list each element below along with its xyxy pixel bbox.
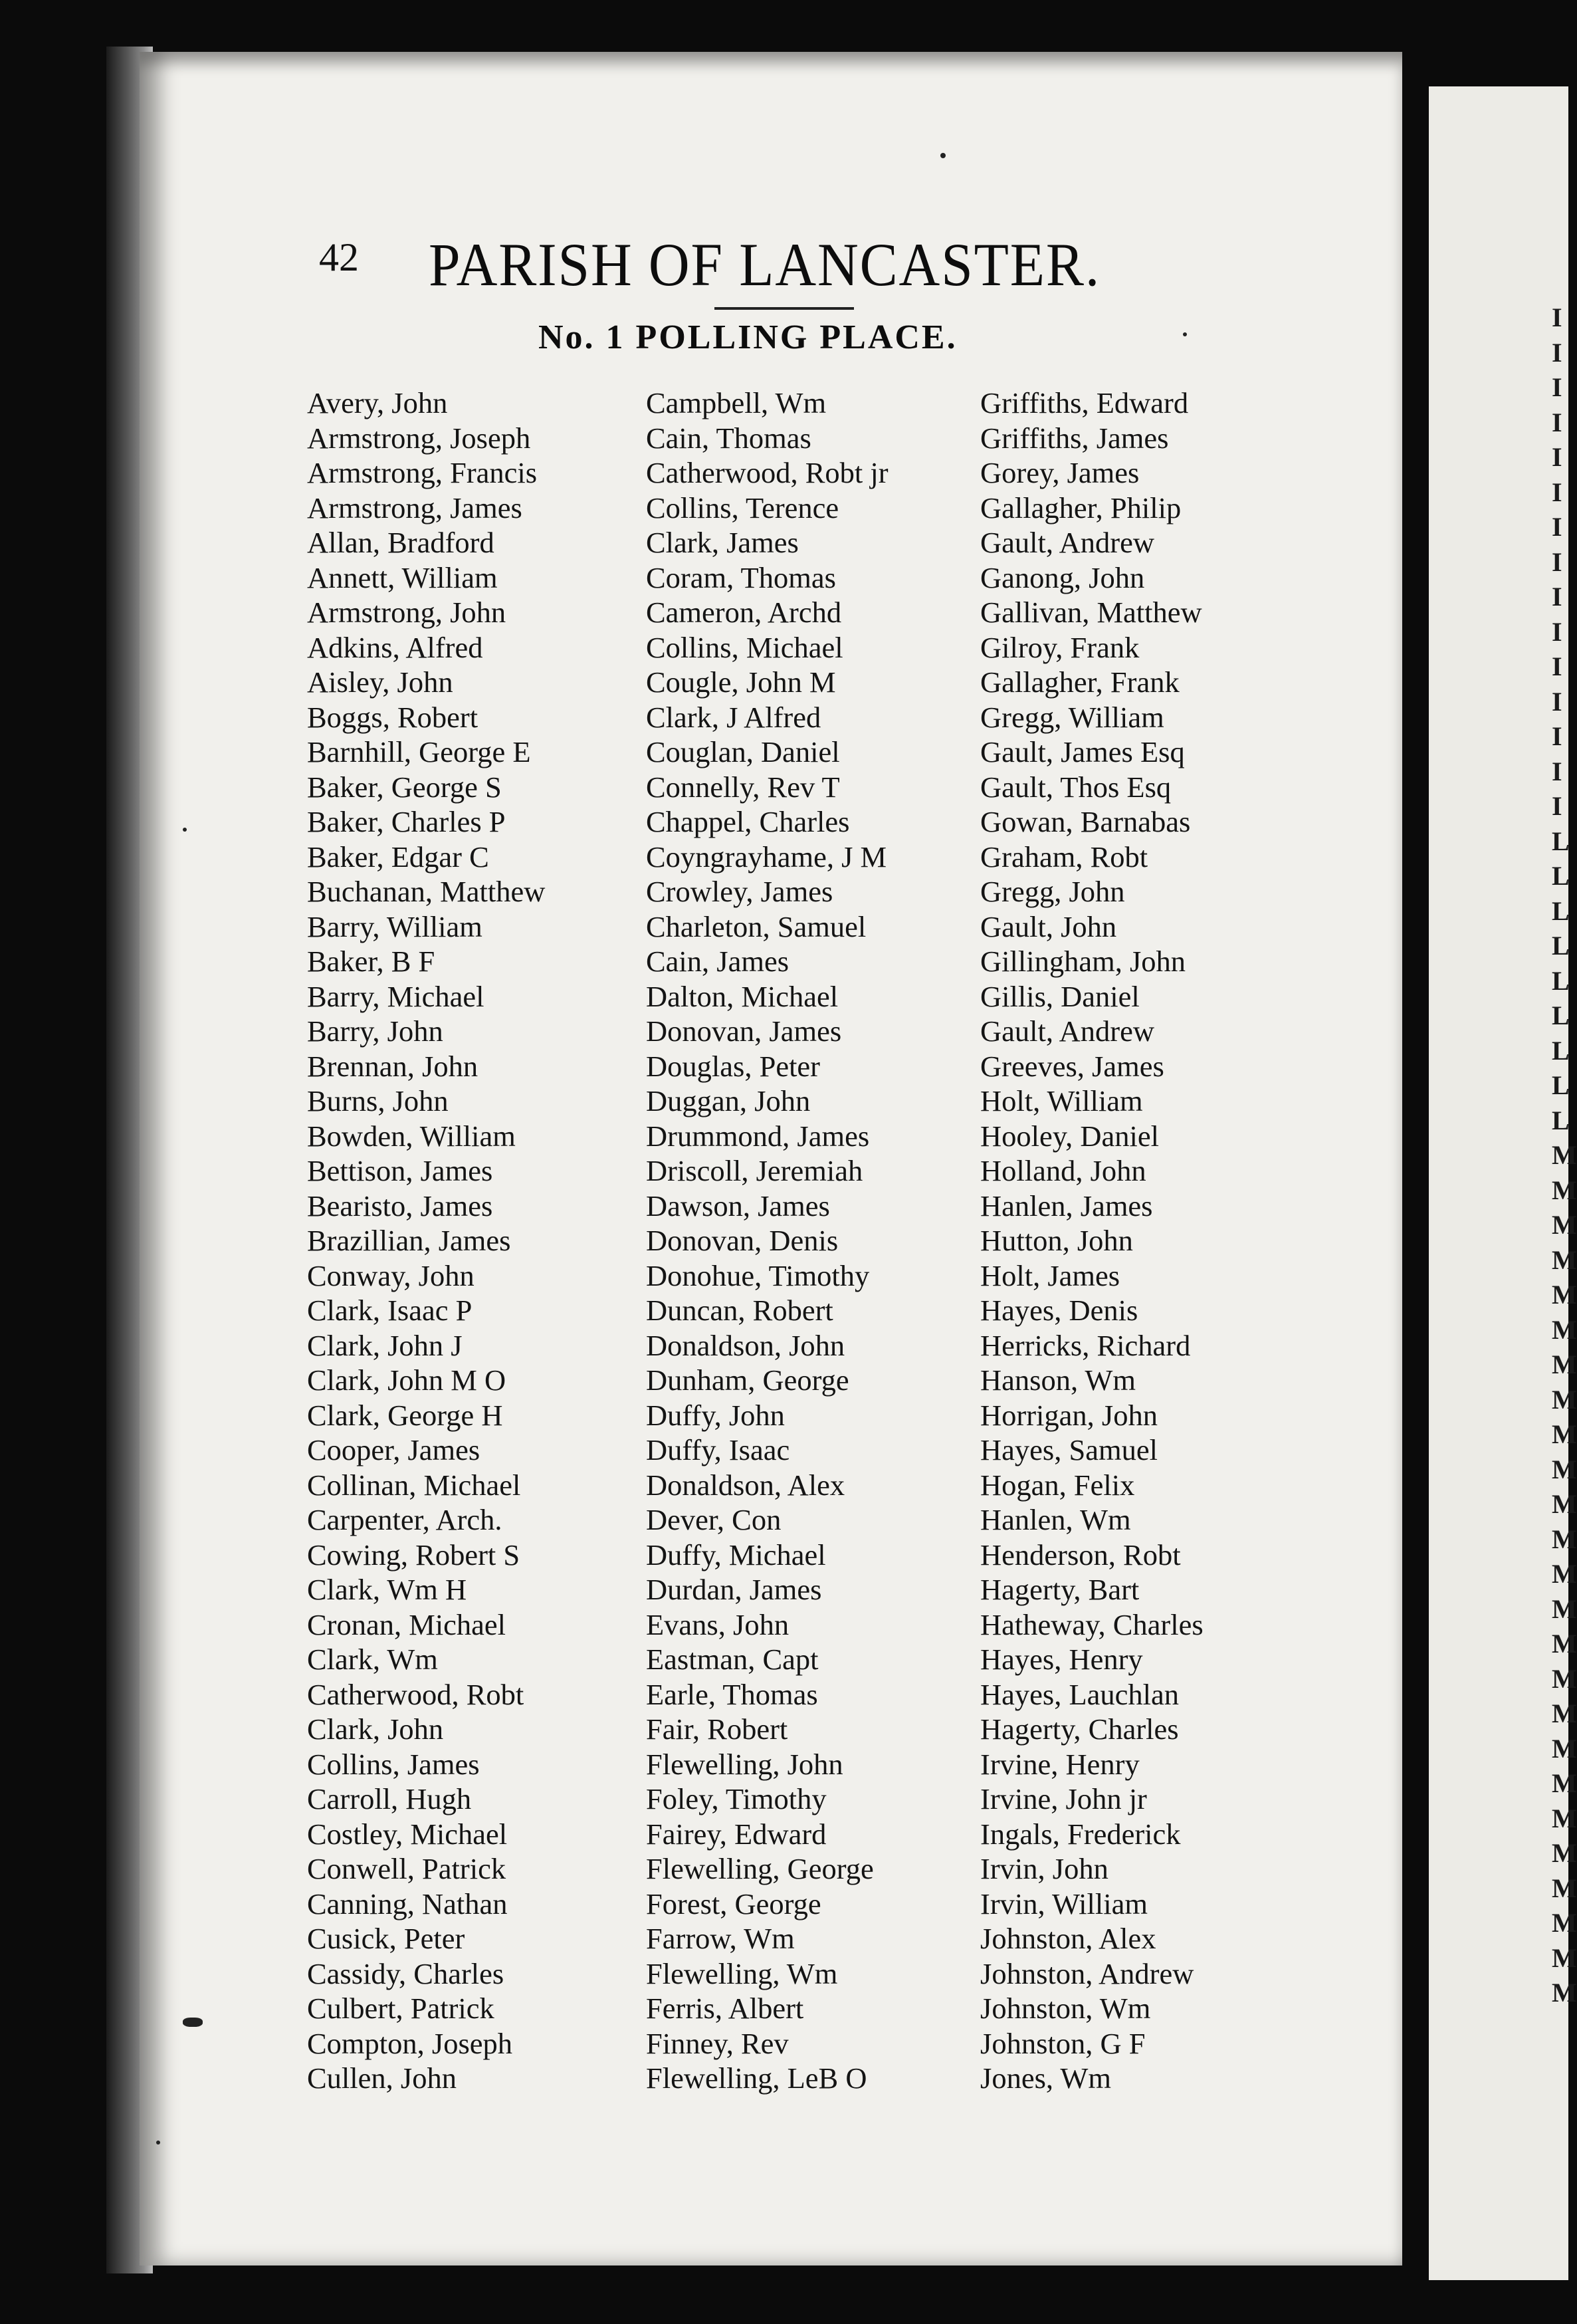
voter-entry: Catherwood, Robt jr xyxy=(646,456,889,489)
voter-entry: Ingals, Frederick xyxy=(980,1817,1181,1851)
voter-entry: Forest, George xyxy=(646,1887,821,1920)
voter-entry: Clark, John J xyxy=(307,1328,463,1362)
voter-entry: Carroll, Hugh xyxy=(307,1782,472,1815)
voter-entry: Barnhill, George E xyxy=(307,735,531,768)
voter-entry: Gorey, James xyxy=(980,456,1140,489)
voter-entry: Driscoll, Jeremiah xyxy=(646,1154,863,1187)
voter-entry: Dalton, Michael xyxy=(646,979,839,1013)
adjacent-page-letter: M xyxy=(1552,1140,1577,1170)
voter-entry: Gallagher, Philip xyxy=(980,491,1182,524)
voter-entry: Armstrong, John xyxy=(307,596,506,629)
page-divider xyxy=(1409,73,1431,2287)
voter-entry: Duncan, Robert xyxy=(646,1294,833,1327)
voter-entry: Hooley, Daniel xyxy=(980,1119,1159,1153)
adjacent-page-letter: I xyxy=(1552,651,1562,681)
voter-entry: Burns, John xyxy=(307,1084,449,1117)
adjacent-page-letter: M xyxy=(1552,1384,1577,1415)
voter-entry: Culbert, Patrick xyxy=(307,1992,494,2025)
adjacent-page-letter: M xyxy=(1552,1280,1577,1310)
voter-entry: Cusick, Peter xyxy=(307,1922,465,1955)
voter-entry: Collins, Terence xyxy=(646,491,839,524)
voter-entry: Dunham, George xyxy=(646,1363,849,1397)
adjacent-page-letter: I xyxy=(1552,372,1562,402)
voter-entry: Hagerty, Bart xyxy=(980,1573,1140,1606)
voter-entry: Hagerty, Charles xyxy=(980,1712,1179,1746)
voter-entry: Chappel, Charles xyxy=(646,805,850,838)
adjacent-page-letter: I xyxy=(1552,582,1562,612)
voter-entry: Cullen, John xyxy=(307,2061,457,2095)
voter-entry: Baker, Edgar C xyxy=(307,840,489,873)
voter-entry: Irvin, William xyxy=(980,1887,1148,1920)
voter-entry: Fairey, Edward xyxy=(646,1817,827,1851)
voter-entry: Horrigan, John xyxy=(980,1398,1158,1432)
voter-entry: Clark, George H xyxy=(307,1398,503,1432)
adjacent-page-letter: L xyxy=(1552,895,1570,926)
voter-entry: Baker, B F xyxy=(307,945,435,978)
voter-entry: Gillingham, John xyxy=(980,945,1186,978)
voter-entry: Duffy, Michael xyxy=(646,1538,826,1571)
voter-entry: Dever, Con xyxy=(646,1503,782,1536)
voter-entry: Aisley, John xyxy=(307,665,453,699)
voter-entry: Catherwood, Robt xyxy=(307,1677,524,1711)
voter-entry: Bettison, James xyxy=(307,1154,493,1187)
voter-entry: Cowing, Robert S xyxy=(307,1538,520,1571)
adjacent-page-letter: M xyxy=(1552,1559,1577,1589)
voter-entry: Coyngrayhame, J M xyxy=(646,840,887,873)
voter-entry: Hayes, Denis xyxy=(980,1294,1138,1327)
voter-entry: Allan, Bradford xyxy=(307,526,494,559)
voter-entry: Adkins, Alfred xyxy=(307,630,483,664)
voter-entry: Gilroy, Frank xyxy=(980,630,1140,664)
voter-entry: Armstrong, Francis xyxy=(307,456,538,489)
paper-speck xyxy=(1183,332,1187,336)
voter-entry: Hanlen, James xyxy=(980,1189,1153,1222)
voter-entry: Cameron, Archd xyxy=(646,596,842,629)
paper-speck xyxy=(156,2141,160,2145)
adjacent-page-letter: M xyxy=(1552,1768,1577,1798)
voter-entry: Cougle, John M xyxy=(646,665,836,699)
voter-entry: Cain, James xyxy=(646,945,789,978)
voter-entry: Greeves, James xyxy=(980,1049,1164,1083)
adjacent-page-letter: L xyxy=(1552,1105,1570,1135)
adjacent-page-letter: I xyxy=(1552,512,1562,542)
voter-entry: Hatheway, Charles xyxy=(980,1607,1204,1641)
voter-entry: Durdan, James xyxy=(646,1573,822,1606)
voter-entry: Dawson, James xyxy=(646,1189,830,1222)
voter-entry: Duffy, Isaac xyxy=(646,1433,790,1466)
voter-entry: Clark, Isaac P xyxy=(307,1294,473,1327)
adjacent-page-edge xyxy=(1429,86,1577,2280)
adjacent-page-letters xyxy=(1552,300,1577,2011)
adjacent-page-letter: L xyxy=(1552,1070,1570,1100)
voter-entry: Bearisto, James xyxy=(307,1189,493,1222)
adjacent-page-letter: M xyxy=(1552,1210,1577,1240)
voter-entry: Irvine, John jr xyxy=(980,1782,1147,1815)
voter-entry: Holt, James xyxy=(980,1258,1120,1292)
voter-entry: Hogan, Felix xyxy=(980,1468,1135,1502)
voter-entry: Evans, John xyxy=(646,1607,789,1641)
voter-entry: Douglas, Peter xyxy=(646,1049,821,1083)
adjacent-page-letter: M xyxy=(1552,1698,1577,1728)
voter-entry: Hutton, John xyxy=(980,1224,1133,1257)
voter-entry: Compton, Joseph xyxy=(307,2026,513,2060)
paper-speck xyxy=(183,2018,203,2027)
voter-entry: Finney, Rev xyxy=(646,2026,789,2060)
adjacent-page-letter: L xyxy=(1552,1000,1570,1030)
paper-speck xyxy=(940,153,946,158)
adjacent-page-letter: M xyxy=(1552,1419,1577,1449)
voter-entry: Avery, John xyxy=(307,386,448,419)
voter-entry: Hanlen, Wm xyxy=(980,1503,1131,1536)
voter-entry: Coram, Thomas xyxy=(646,560,836,594)
voter-entry: Clark, Wm H xyxy=(307,1573,467,1606)
voter-entry: Brazillian, James xyxy=(307,1224,511,1257)
adjacent-page-letter: M xyxy=(1552,1593,1577,1624)
voter-entry: Griffiths, James xyxy=(980,421,1169,455)
page-title: PARISH OF LANCASTER. xyxy=(429,231,1101,298)
title-rule xyxy=(714,307,854,310)
polling-place-subtitle: No. 1 POLLING PLACE. xyxy=(538,318,958,356)
voter-entry: Holland, John xyxy=(980,1154,1146,1187)
voter-entry: Couglan, Daniel xyxy=(646,735,840,768)
voter-entry: Costley, Michael xyxy=(307,1817,508,1851)
voter-entry: Armstrong, Joseph xyxy=(307,421,531,455)
adjacent-page-letter: L xyxy=(1552,1035,1570,1066)
adjacent-page-letter: L xyxy=(1552,861,1570,891)
adjacent-page-letter: L xyxy=(1552,826,1570,856)
adjacent-page-letter: L xyxy=(1552,965,1570,996)
voter-entry: Gallagher, Frank xyxy=(980,665,1180,699)
voter-entry: Johnston, Andrew xyxy=(980,1956,1194,1990)
voter-entry: Clark, J Alfred xyxy=(646,700,821,734)
voter-entry: Farrow, Wm xyxy=(646,1922,795,1955)
voter-entry: Gillis, Daniel xyxy=(980,979,1140,1013)
voter-entry: Donovan, Denis xyxy=(646,1224,839,1257)
voter-entry: Baker, George S xyxy=(307,770,502,804)
adjacent-page-letter: I xyxy=(1552,546,1562,577)
voter-entry: Charleton, Samuel xyxy=(646,909,867,943)
voter-entry: Henderson, Robt xyxy=(980,1538,1181,1571)
voter-entry: Armstrong, James xyxy=(307,491,522,524)
adjacent-page-letter: L xyxy=(1552,931,1570,961)
name-column-3 xyxy=(980,386,1204,2096)
voter-entry: Johnston, Alex xyxy=(980,1922,1156,1955)
voter-entry: Annett, William xyxy=(307,560,498,594)
adjacent-page-letter: M xyxy=(1552,1489,1577,1519)
voter-entry: Clark, James xyxy=(646,526,799,559)
adjacent-page-letter: I xyxy=(1552,302,1562,332)
voter-entry: Flewelling, John xyxy=(646,1747,843,1781)
voter-entry: Flewelling, LeB O xyxy=(646,2061,867,2095)
adjacent-page-letter: M xyxy=(1552,1873,1577,1903)
voter-entry: Hayes, Lauchlan xyxy=(980,1677,1180,1711)
adjacent-page-letter: I xyxy=(1552,616,1562,647)
name-column-1 xyxy=(307,386,545,2096)
voter-entry: Gowan, Barnabas xyxy=(980,805,1191,838)
adjacent-page-letter: I xyxy=(1552,407,1562,437)
adjacent-page-letter: M xyxy=(1552,1838,1577,1868)
page-header xyxy=(312,229,1322,302)
voter-entry: Conwell, Patrick xyxy=(307,1852,506,1885)
page-number: 42 xyxy=(319,235,359,279)
voter-entry: Boggs, Robert xyxy=(307,700,478,734)
voter-entry: Irvin, John xyxy=(980,1852,1108,1885)
voter-entry: Campbell, Wm xyxy=(646,386,827,419)
voter-entry: Gallivan, Matthew xyxy=(980,596,1202,629)
adjacent-page-letter: I xyxy=(1552,686,1562,717)
voter-entry: Donovan, James xyxy=(646,1014,842,1048)
voter-entry: Buchanan, Matthew xyxy=(307,875,546,908)
adjacent-page-letter: I xyxy=(1552,791,1562,821)
voter-entry: Connelly, Rev T xyxy=(646,770,840,804)
voter-entry: Conway, John xyxy=(307,1258,474,1292)
adjacent-page-letter: M xyxy=(1552,1314,1577,1345)
voter-entry: Ferris, Albert xyxy=(646,1992,804,2025)
voter-entry: Gault, James Esq xyxy=(980,735,1185,768)
adjacent-page-letter: M xyxy=(1552,1175,1577,1205)
voter-entry: Flewelling, George xyxy=(646,1852,874,1885)
voter-entry: Duffy, John xyxy=(646,1398,785,1432)
voter-entry: Cain, Thomas xyxy=(646,421,811,455)
voter-entry: Clark, John xyxy=(307,1712,444,1746)
voter-entry: Brennan, John xyxy=(307,1049,478,1083)
voter-entry: Donaldson, Alex xyxy=(646,1468,845,1502)
adjacent-page-letter: I xyxy=(1552,337,1562,368)
voter-entry: Donaldson, John xyxy=(646,1328,845,1362)
voter-entry: Hanson, Wm xyxy=(980,1363,1136,1397)
adjacent-page-letter: M xyxy=(1552,1629,1577,1659)
voter-entry: Jones, Wm xyxy=(980,2061,1111,2095)
voter-entry: Gregg, William xyxy=(980,700,1164,734)
adjacent-page-letter: M xyxy=(1552,1349,1577,1379)
voter-entry: Gault, John xyxy=(980,909,1117,943)
voter-entry: Collins, James xyxy=(307,1747,480,1781)
voter-entry: Johnston, Wm xyxy=(980,1992,1151,2025)
voter-entry: Clark, Wm xyxy=(307,1643,438,1676)
voter-entry: Drummond, James xyxy=(646,1119,870,1153)
voter-entry: Earle, Thomas xyxy=(646,1677,818,1711)
voter-entry: Duggan, John xyxy=(646,1084,811,1117)
voter-entry: Fair, Robert xyxy=(646,1712,788,1746)
voter-entry: Barry, Michael xyxy=(307,979,484,1013)
voter-entry: Cooper, James xyxy=(307,1433,480,1466)
voter-entry: Gault, Thos Esq xyxy=(980,770,1172,804)
voter-entry: Eastman, Capt xyxy=(646,1643,819,1676)
adjacent-page-letter: M xyxy=(1552,1978,1577,2008)
adjacent-page-letter: I xyxy=(1552,721,1562,751)
voter-entry: Herricks, Richard xyxy=(980,1328,1191,1362)
adjacent-page-letter: M xyxy=(1552,1454,1577,1484)
adjacent-page-letter: M xyxy=(1552,1244,1577,1275)
name-column-2 xyxy=(646,386,889,2096)
voter-entry: Crowley, James xyxy=(646,875,833,908)
voter-entry: Foley, Timothy xyxy=(646,1782,827,1815)
adjacent-page-letter: M xyxy=(1552,1908,1577,1938)
voter-entry: Flewelling, Wm xyxy=(646,1956,838,1990)
voter-entry: Donohue, Timothy xyxy=(646,1258,870,1292)
adjacent-page-letter: I xyxy=(1552,477,1562,507)
voter-entry: Gault, Andrew xyxy=(980,1014,1155,1048)
adjacent-page-letter: M xyxy=(1552,1733,1577,1764)
voter-entry: Canning, Nathan xyxy=(307,1887,508,1920)
voter-entry: Holt, William xyxy=(980,1084,1143,1117)
adjacent-page-letter: I xyxy=(1552,442,1562,472)
voter-entry: Cronan, Michael xyxy=(307,1607,506,1641)
voter-entry: Barry, William xyxy=(307,909,482,943)
voter-entry: Griffiths, Edward xyxy=(980,386,1189,419)
voter-entry: Collins, Michael xyxy=(646,630,843,664)
voter-entry: Hayes, Samuel xyxy=(980,1433,1158,1466)
voter-entry: Ganong, John xyxy=(980,560,1145,594)
voter-entry: Carpenter, Arch. xyxy=(307,1503,502,1536)
voter-entry: Irvine, Henry xyxy=(980,1747,1140,1781)
voter-list xyxy=(0,386,1329,2127)
adjacent-page-letter: I xyxy=(1552,756,1562,786)
voter-entry: Collinan, Michael xyxy=(307,1468,521,1502)
voter-entry: Bowden, William xyxy=(307,1119,516,1153)
voter-entry: Graham, Robt xyxy=(980,840,1148,873)
voter-entry: Gault, Andrew xyxy=(980,526,1155,559)
paper-speck xyxy=(183,828,187,832)
voter-entry: Johnston, G F xyxy=(980,2026,1146,2060)
adjacent-page-letter: M xyxy=(1552,1663,1577,1694)
adjacent-page-letter: M xyxy=(1552,1942,1577,1973)
voter-entry: Baker, Charles P xyxy=(307,805,506,838)
voter-entry: Clark, John M O xyxy=(307,1363,506,1397)
voter-entry: Hayes, Henry xyxy=(980,1643,1143,1676)
voter-entry: Barry, John xyxy=(307,1014,443,1048)
adjacent-page-letter: M xyxy=(1552,1803,1577,1833)
adjacent-page-letter: M xyxy=(1552,1524,1577,1554)
voter-entry: Gregg, John xyxy=(980,875,1125,908)
voter-entry: Cassidy, Charles xyxy=(307,1956,504,1990)
